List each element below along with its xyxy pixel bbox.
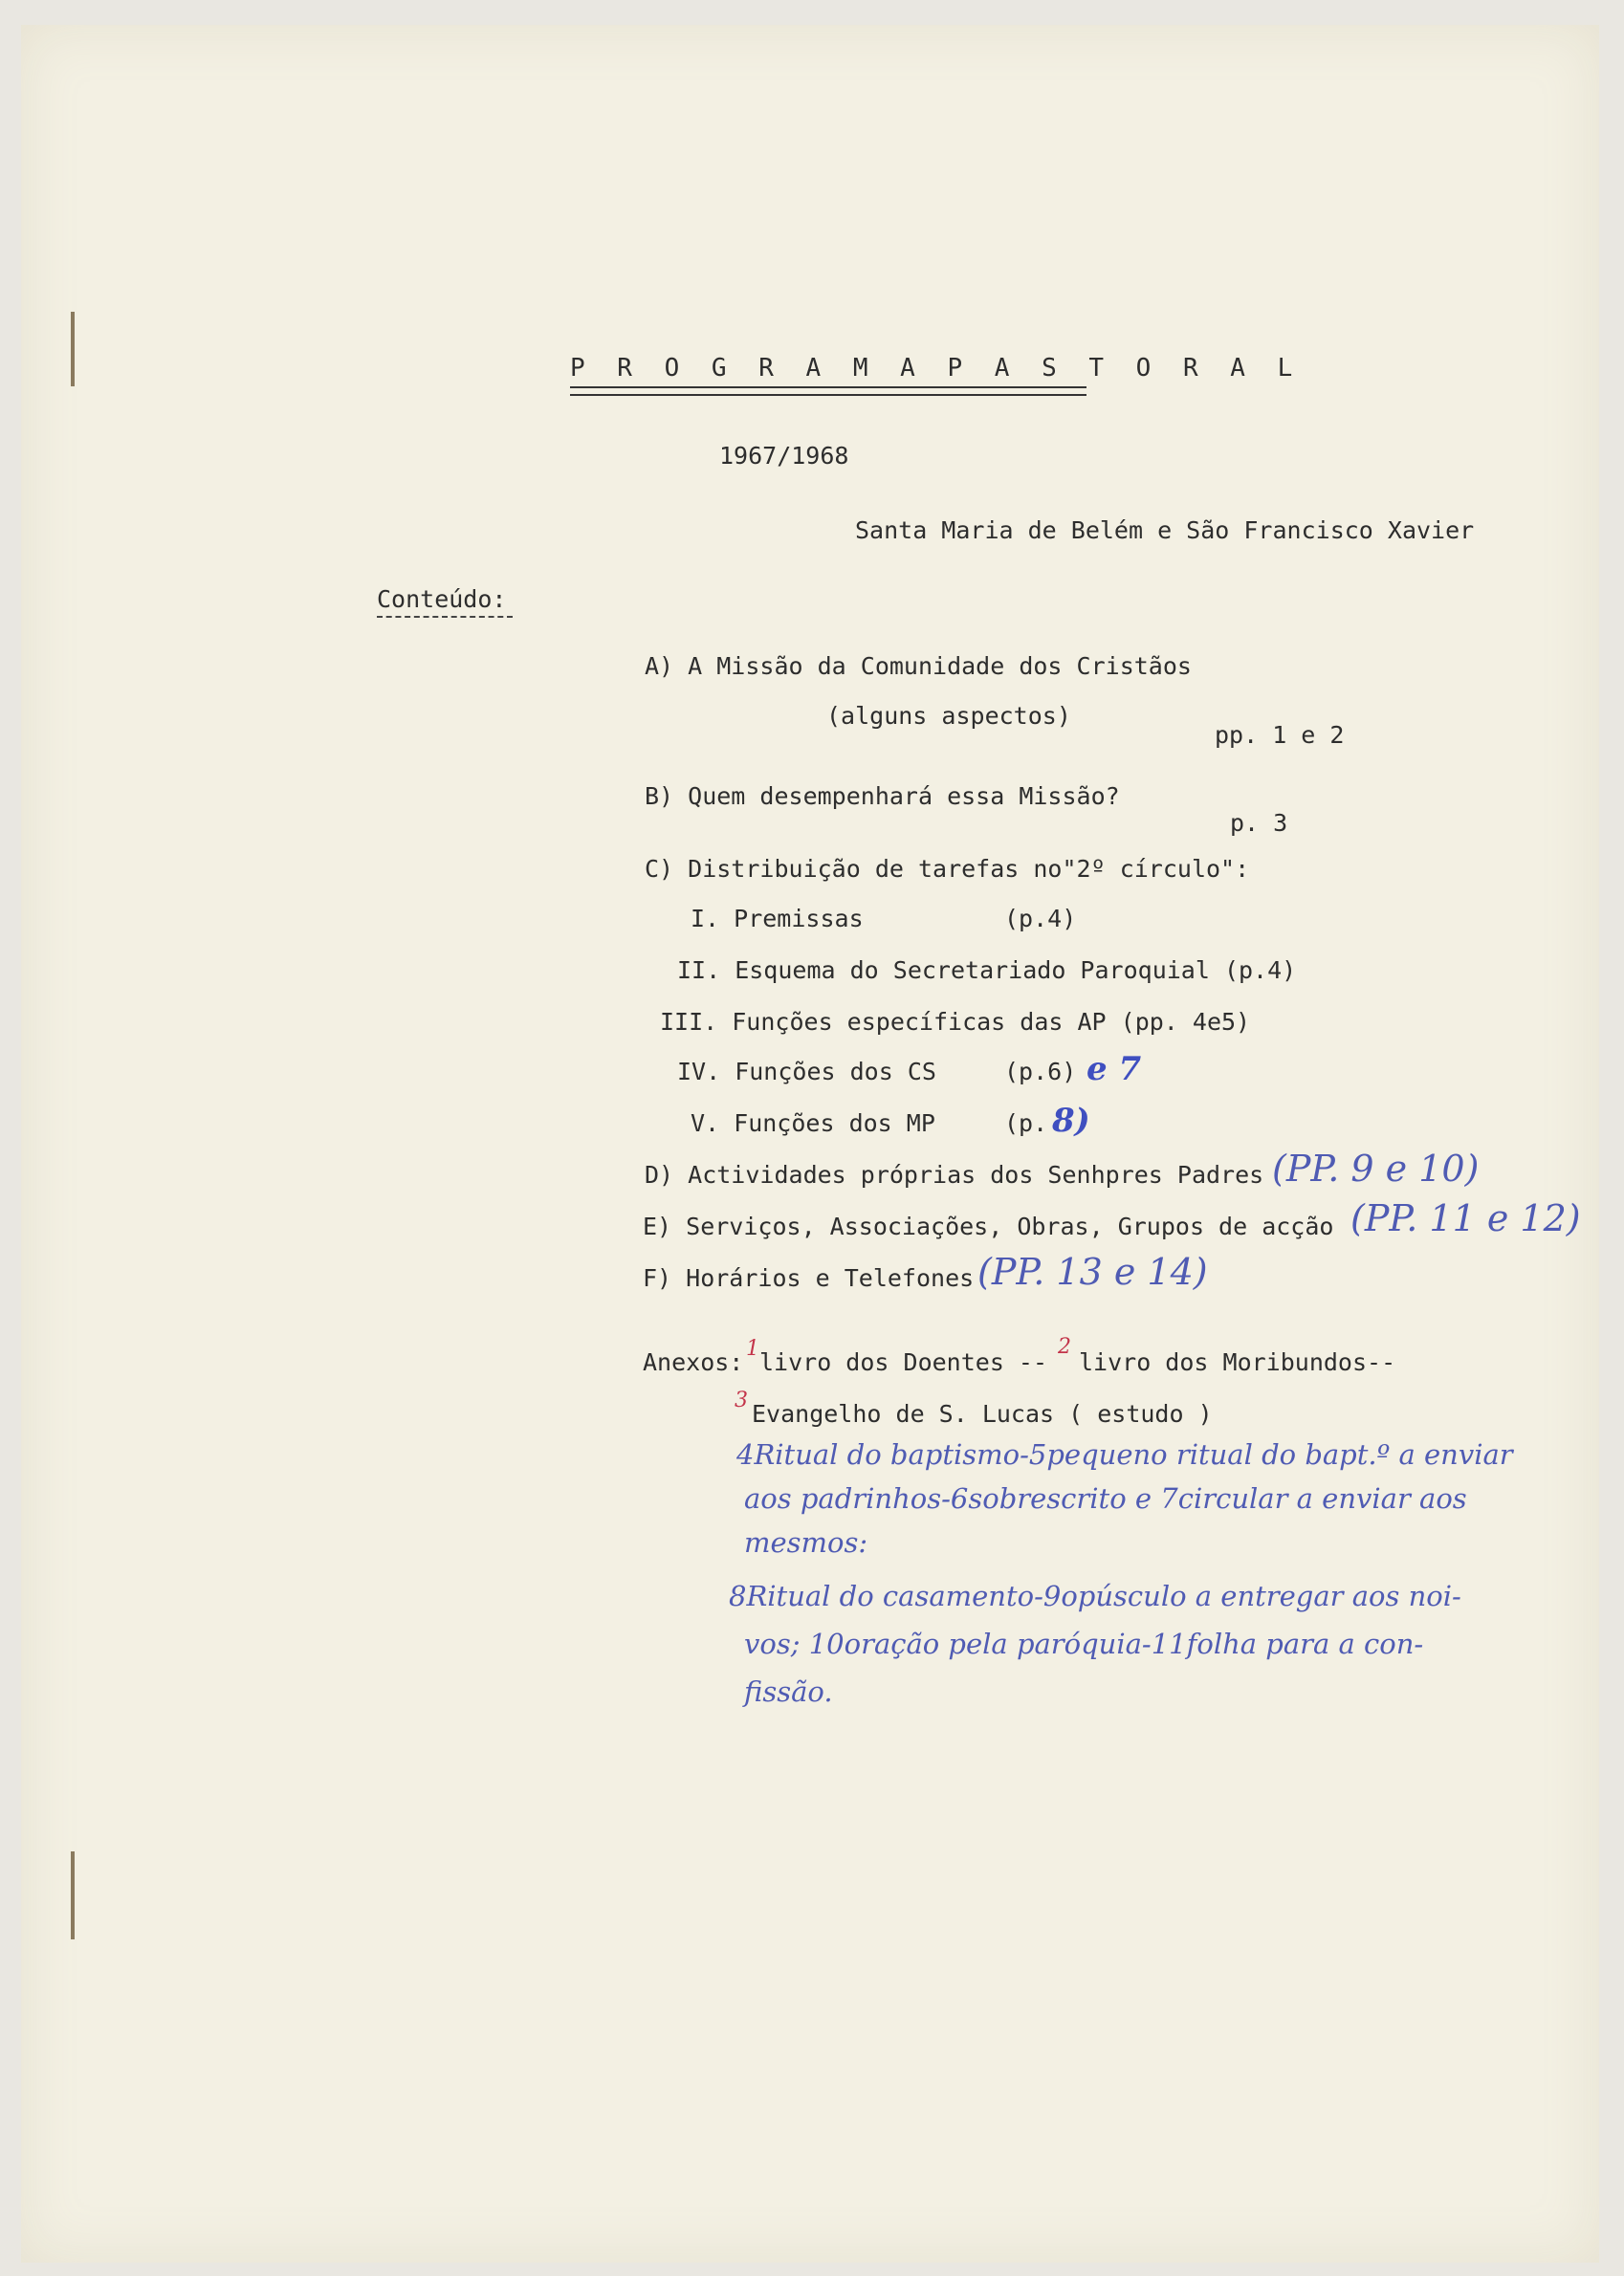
item-c5-pages: (p. [1004,1109,1048,1137]
item-c1-pages: (p.4) [1004,905,1077,932]
item-f-handwritten: (PP. 13 e 14) [977,1251,1208,1293]
item-c: C) Distribuição de tarefas no"2º círculo": [645,855,1250,883]
annex-number-3: 3 [735,1389,748,1412]
item-b-pages: p. 3 [1230,809,1288,837]
handwritten-annexes-line-2: aos padrinhos-6sobrescrito e 7circular a enviar aos [744,1482,1467,1515]
item-c4-handwritten: e 7 [1086,1050,1142,1088]
title-underline [570,386,1086,396]
contents-underline [377,616,513,618]
parish-names: Santa Maria de Belém e São Francisco Xavier [855,516,1475,544]
document-year: 1967/1968 [719,442,849,470]
annex-2: livro dos Moribundos-- [1079,1348,1396,1376]
handwritten-annexes-line-1: 4Ritual do baptismo-5pequeno ritual do bapt.º a enviar [736,1438,1513,1471]
item-c4-pages: (p.6) [1004,1058,1077,1085]
item-a-subtitle: (alguns aspectos) [826,702,1071,730]
annex-number-2: 2 [1058,1335,1071,1359]
annexes-label: Anexos: [643,1348,744,1376]
binding-mark-bottom [71,1851,75,1939]
item-a: A) A Missão da Comunidade dos Cristãos [645,652,1192,680]
item-c4: IV. Funções dos CS [677,1058,936,1085]
item-a-pages: pp. 1 e 2 [1215,721,1345,749]
binding-mark-top [71,312,75,386]
handwritten-annexes-line-3: mesmos: [744,1526,868,1559]
item-d: D) Actividades próprias dos Senhpres Padres [645,1161,1264,1189]
annex-1: livro dos Doentes -- [759,1348,1048,1376]
handwritten-annexes-line-5: vos; 10oração pela paróquia-11folha para a con- [744,1628,1424,1660]
item-c1: I. Premissas [691,905,864,932]
scanned-page [21,25,1599,2263]
item-d-handwritten: (PP. 9 e 10) [1272,1148,1480,1190]
annex-number-1: 1 [746,1337,759,1361]
item-c5: V. Funções dos MP [691,1109,935,1137]
item-e-handwritten: (PP. 11 e 12) [1350,1197,1581,1239]
item-c2: II. Esquema do Secretariado Paroquial (p.4) [677,956,1297,984]
item-e: E) Serviços, Associações, Obras, Grupos de acção [643,1213,1334,1240]
annex-3: Evangelho de S. Lucas ( estudo ) [752,1400,1213,1428]
item-f: F) Horários e Telefones [643,1264,975,1292]
item-c5-handwritten: 8) [1052,1102,1090,1140]
handwritten-annexes-line-6: fissão. [744,1675,833,1708]
document-title: P R O G R A M A P A S T O R A L [570,354,1302,383]
item-c3: III. Funções específicas das AP (pp. 4e5) [660,1008,1251,1036]
handwritten-annexes-line-4: 8Ritual do casamento-9opúsculo a entregar aos noi- [729,1580,1461,1612]
contents-label: Conteúdo: [377,585,507,613]
item-b: B) Quem desempenhará essa Missão? [645,782,1120,810]
